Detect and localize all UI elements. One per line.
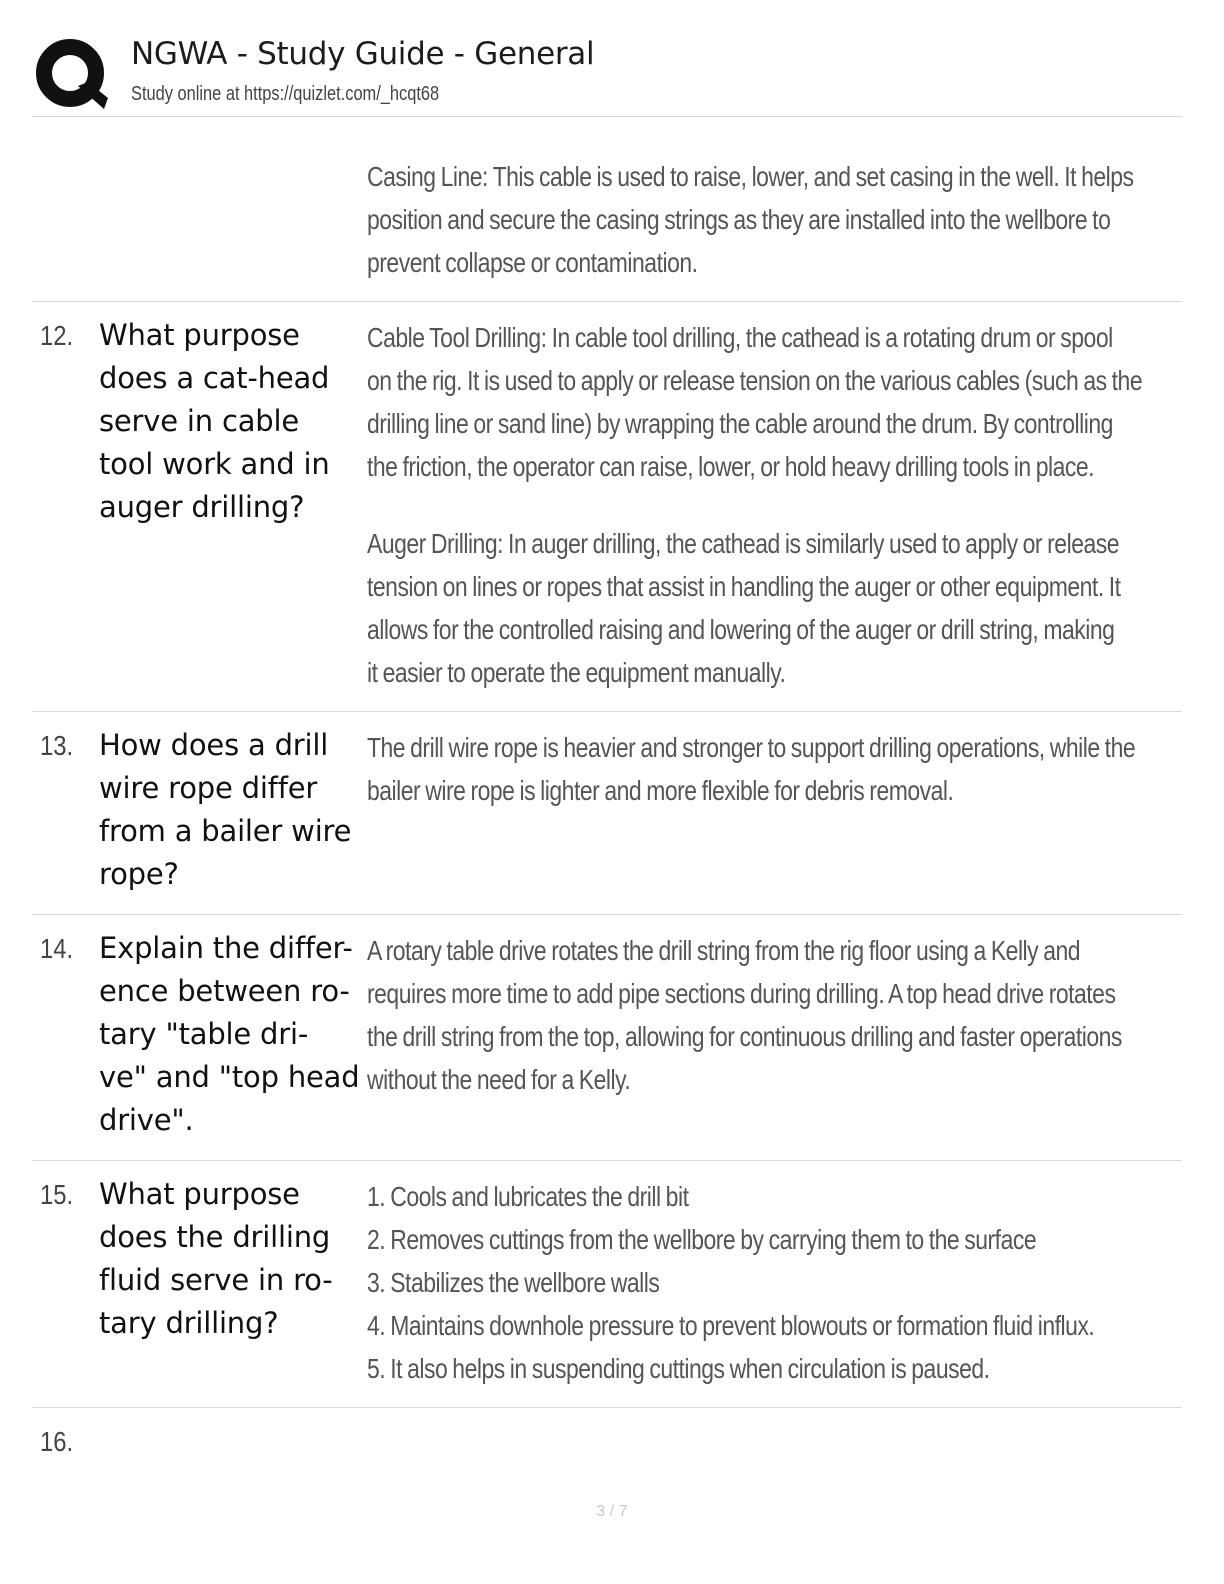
card-divider <box>32 301 1182 302</box>
study-link[interactable]: Study online at https://quizlet.com/_hcqt68 <box>131 83 440 105</box>
card-number: 16. <box>40 1426 74 1457</box>
card-term: What purpose does the drilling fluid serve in ro- tary drilling? <box>99 1177 333 1340</box>
quizlet-logo-icon <box>34 36 110 112</box>
card-definition: Casing Line: This cable is used to raise, lower, and set casing in the well. It helps position and secure the casing strings as they are installed into the wellbore to prevent collapse or contamination. <box>367 161 1134 278</box>
card-number: 13. <box>40 730 74 761</box>
card-term: How does a drill wire rope differ from a bailer wire rope? <box>99 728 352 891</box>
card-definition: Cable Tool Drilling: In cable tool drilling, the cathead is a rotating drum or spool on the rig. It is used to apply or release tension on the various cables (such as the drilling line or sand line) by wrapping the cable around the drum. By controlling the friction, the operator can raise, lower, or hold heavy drilling tools in place. <box>367 322 1143 482</box>
page-title: NGWA - Study Guide - General <box>131 36 595 72</box>
card-definition-paragraph: Auger Drilling: In auger drilling, the cathead is similarly used to apply or release tension on lines or ropes that assist in handling the auger or other equipment. It allows for the controlled raising and lowering of the auger or drill string, making it easier to operate the equipment manually. <box>367 528 1121 688</box>
card-definition-list: 1. Cools and lubricates the drill bit 2. Removes cuttings from the wellbore by carrying them to the surface 3. Stabilizes the wellbore walls 4. Maintains downhole pressure to prevent blowouts or formation fluid influx. 5. It also helps in suspending cuttings when circulation is paused. <box>367 1181 1095 1384</box>
card-term: Explain the differ- ence between ro- tary "table dri- ve" and "top head drive". <box>99 931 360 1137</box>
card-definition: The drill wire rope is heavier and stronger to support drilling operations, while the bailer wire rope is lighter and more flexible for debris removal. <box>367 732 1136 806</box>
card-divider <box>32 1407 1182 1408</box>
card-number: 15. <box>40 1179 74 1210</box>
card-term: What purpose does a cat-head serve in cable tool work and in auger drilling? <box>99 318 330 524</box>
card-definition: A rotary table drive rotates the drill string from the rig floor using a Kelly and requires more time to add pipe sections during drilling. A top head drive rotates the drill string from the top, allowing for continuous drilling and faster operations without the need for a Kelly. <box>367 935 1122 1095</box>
page-header <box>32 32 1182 116</box>
card-number: 14. <box>40 933 74 964</box>
card-number: 12. <box>40 320 74 351</box>
card-divider <box>32 1160 1182 1161</box>
card-divider <box>32 914 1182 915</box>
page-number: 3 / 7 <box>596 1503 628 1520</box>
card-divider <box>32 711 1182 712</box>
header-divider <box>32 116 1182 117</box>
